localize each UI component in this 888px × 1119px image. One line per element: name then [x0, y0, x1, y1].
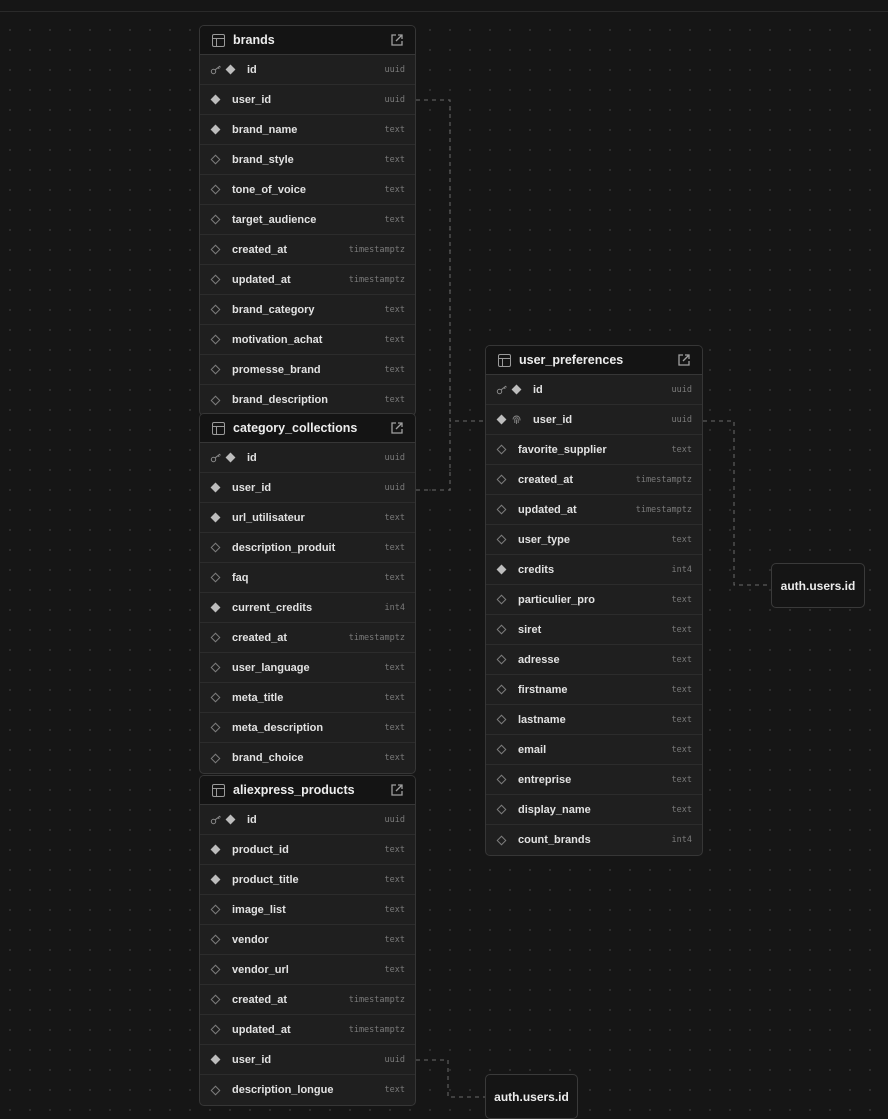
column-icons [496, 596, 518, 603]
nullable-diamond-icon [211, 573, 221, 583]
relation-category-collections-user-id [416, 421, 450, 490]
column-row-product-id[interactable] [200, 835, 415, 865]
nullable-diamond-icon [211, 995, 221, 1005]
column-name: motivation_achat [232, 333, 323, 346]
nullable-diamond-icon [211, 215, 221, 225]
column-type: text [671, 684, 692, 695]
column-row-credits[interactable] [486, 555, 702, 585]
column-icons [210, 484, 232, 491]
required-diamond-icon [211, 95, 221, 105]
table-header[interactable] [200, 414, 415, 443]
column-name: description_produit [232, 541, 336, 554]
table-brands[interactable] [199, 25, 416, 416]
column-icons [496, 746, 518, 753]
column-type: uuid [384, 452, 405, 463]
column-row-id[interactable] [200, 805, 415, 835]
column-type: text [671, 654, 692, 665]
column-name: favorite_supplier [518, 443, 607, 456]
column-row-motivation-achat[interactable] [200, 325, 415, 355]
column-name: promesse_brand [232, 363, 321, 376]
column-name: created_at [232, 993, 288, 1006]
column-name: id [247, 63, 257, 76]
external-link-icon[interactable] [676, 352, 692, 368]
column-list [200, 55, 415, 415]
column-row-url-utilisateur[interactable] [200, 503, 415, 533]
column-name: description_longue [232, 1084, 334, 1096]
required-diamond-icon [226, 815, 236, 825]
primary-key-icon [496, 385, 508, 395]
column-icons [210, 65, 247, 75]
table-icon [498, 354, 511, 367]
column-row-current-credits[interactable] [200, 593, 415, 623]
column-icons [210, 815, 247, 825]
nullable-diamond-icon [211, 275, 221, 285]
required-diamond-icon [497, 415, 507, 425]
column-name: display_name [518, 803, 591, 816]
ref-auth-users-id[interactable]: auth.users.id [771, 563, 865, 608]
column-row-adresse[interactable] [486, 645, 702, 675]
column-type: text [384, 542, 405, 553]
column-icons [210, 906, 232, 913]
nullable-diamond-icon [211, 905, 221, 915]
column-row-tone-of-voice[interactable] [200, 175, 415, 205]
column-row-user-language[interactable] [200, 653, 415, 683]
column-type: uuid [671, 414, 692, 425]
required-diamond-icon [226, 453, 236, 463]
nullable-diamond-icon [211, 365, 221, 375]
column-type: text [384, 395, 405, 405]
column-name: brand_category [232, 303, 315, 316]
column-type: text [384, 184, 405, 195]
column-row-email[interactable] [486, 735, 702, 765]
column-icons [210, 1056, 232, 1063]
column-name: user_id [533, 413, 573, 426]
column-icons [210, 996, 232, 1003]
column-icons [210, 126, 232, 133]
column-row-user-id[interactable] [200, 1045, 415, 1075]
nullable-diamond-icon [211, 155, 221, 165]
nullable-diamond-icon [497, 445, 507, 455]
column-name: product_title [232, 873, 299, 886]
column-row-user-id[interactable] [486, 405, 702, 435]
column-type: text [671, 774, 692, 785]
column-icons [210, 724, 232, 731]
column-icons [210, 966, 232, 973]
column-name: count_brands [518, 834, 591, 846]
column-icons [210, 366, 232, 373]
table-header[interactable] [200, 776, 415, 805]
column-name: entreprise [518, 773, 572, 786]
column-icons [210, 276, 232, 283]
column-icons [210, 156, 232, 163]
column-icons [210, 876, 232, 883]
required-diamond-icon [211, 875, 221, 885]
required-diamond-icon [211, 845, 221, 855]
top-bar [0, 0, 888, 12]
column-name: firstname [518, 683, 568, 696]
column-icons [210, 544, 232, 551]
nullable-diamond-icon [497, 775, 507, 785]
column-name: faq [232, 571, 249, 584]
column-row-created-at[interactable] [200, 235, 415, 265]
column-row-user-id[interactable] [200, 473, 415, 503]
table-icon [212, 784, 225, 797]
column-icons [496, 837, 518, 844]
column-row-created-at[interactable] [200, 985, 415, 1015]
column-row-brand-category[interactable] [200, 295, 415, 325]
relation-aliexpress-auth [416, 1060, 486, 1097]
column-type: text [671, 714, 692, 725]
column-icons [210, 96, 232, 103]
table-aliexpress-products[interactable] [199, 775, 416, 1106]
column-icons [496, 716, 518, 723]
column-name: user_language [232, 661, 310, 674]
column-name: created_at [518, 473, 574, 486]
column-name: adresse [518, 653, 560, 666]
column-type: uuid [671, 384, 692, 395]
relation-user-preferences-auth [703, 421, 772, 585]
column-type: uuid [384, 814, 405, 825]
column-icons [210, 186, 232, 193]
ref-auth-users-id-bottom[interactable]: auth.users.id [485, 1074, 578, 1119]
required-diamond-icon [226, 65, 236, 75]
nullable-diamond-icon [211, 185, 221, 195]
nullable-diamond-icon [497, 625, 507, 635]
column-type: text [671, 444, 692, 455]
column-type: uuid [384, 94, 405, 105]
column-icons [210, 1087, 232, 1094]
column-row-vendor-url[interactable] [200, 955, 415, 985]
column-type: text [384, 934, 405, 945]
column-name: created_at [232, 631, 288, 644]
table-header[interactable] [486, 346, 702, 375]
column-row-entreprise[interactable] [486, 765, 702, 795]
column-name: brand_description [232, 394, 328, 406]
column-type: timestamptz [348, 632, 405, 643]
nullable-diamond-icon [211, 633, 221, 643]
column-name: tone_of_voice [232, 183, 306, 196]
column-name: id [247, 813, 257, 826]
column-icons [210, 694, 232, 701]
column-icons [496, 626, 518, 633]
column-row-count-brands[interactable] [486, 825, 702, 855]
column-name: vendor [232, 933, 269, 946]
required-diamond-icon [211, 483, 221, 493]
column-icons [496, 414, 533, 425]
column-name: id [247, 451, 257, 464]
column-type: text [384, 1085, 405, 1095]
column-type: text [384, 512, 405, 523]
column-row-id[interactable] [200, 443, 415, 473]
column-row-particulier-pro[interactable] [486, 585, 702, 615]
column-name: siret [518, 623, 542, 636]
column-icons [496, 776, 518, 783]
column-type: int4 [384, 602, 405, 613]
column-type: text [671, 534, 692, 545]
column-icons [210, 936, 232, 943]
column-row-meta-title[interactable] [200, 683, 415, 713]
column-row-faq[interactable] [200, 563, 415, 593]
column-icons [210, 453, 247, 463]
column-row-description-produit[interactable] [200, 533, 415, 563]
column-type: timestamptz [635, 504, 692, 515]
required-diamond-icon [497, 565, 507, 575]
column-icons [210, 216, 232, 223]
primary-key-icon [210, 815, 222, 825]
column-row-promesse-brand[interactable] [200, 355, 415, 385]
column-type: text [384, 964, 405, 975]
column-type: uuid [384, 482, 405, 493]
column-icons [210, 604, 232, 611]
table-title: brands [233, 33, 275, 47]
nullable-diamond-icon [497, 535, 507, 545]
column-row-display-name[interactable] [486, 795, 702, 825]
column-icons [496, 566, 518, 573]
column-type: text [384, 722, 405, 733]
nullable-diamond-icon [211, 543, 221, 553]
column-row-firstname[interactable] [486, 675, 702, 705]
column-row-created-at[interactable] [200, 623, 415, 653]
required-diamond-icon [211, 513, 221, 523]
column-name: user_id [232, 93, 272, 106]
column-row-id[interactable] [200, 55, 415, 85]
column-row-vendor[interactable] [200, 925, 415, 955]
column-icons [210, 246, 232, 253]
column-type: text [384, 844, 405, 855]
column-type: text [671, 594, 692, 605]
nullable-diamond-icon [497, 685, 507, 695]
column-list [200, 805, 415, 1105]
column-icons [210, 755, 232, 762]
column-type: text [671, 624, 692, 635]
column-type: uuid [384, 1054, 405, 1065]
column-icons [210, 1026, 232, 1033]
column-name: updated_at [518, 503, 577, 516]
nullable-diamond-icon [211, 395, 221, 405]
column-name: user_id [232, 481, 272, 494]
nullable-diamond-icon [211, 305, 221, 315]
column-row-lastname[interactable] [486, 705, 702, 735]
column-name: updated_at [232, 273, 291, 286]
column-row-user-type[interactable] [486, 525, 702, 555]
nullable-diamond-icon [211, 693, 221, 703]
fingerprint-icon [511, 414, 522, 425]
column-icons [496, 806, 518, 813]
column-type: text [384, 662, 405, 673]
table-icon [212, 422, 225, 435]
primary-key-icon [210, 65, 222, 75]
column-row-target-audience[interactable] [200, 205, 415, 235]
column-icons [210, 514, 232, 521]
column-icons [210, 574, 232, 581]
column-icons [496, 656, 518, 663]
nullable-diamond-icon [497, 655, 507, 665]
column-name: email [518, 743, 547, 756]
column-type: text [384, 572, 405, 583]
nullable-diamond-icon [211, 1025, 221, 1035]
nullable-diamond-icon [497, 835, 507, 845]
column-name: particulier_pro [518, 593, 596, 606]
nullable-diamond-icon [211, 245, 221, 255]
column-list [200, 443, 415, 773]
external-link-icon[interactable] [389, 32, 405, 48]
column-name: current_credits [232, 601, 313, 614]
nullable-diamond-icon [497, 505, 507, 515]
external-link-icon[interactable] [389, 782, 405, 798]
column-name: user_id [232, 1053, 272, 1066]
nullable-diamond-icon [211, 335, 221, 345]
column-type: int4 [671, 835, 692, 845]
table-user-preferences[interactable] [485, 345, 703, 856]
column-name: image_list [232, 903, 286, 916]
column-type: text [384, 304, 405, 315]
column-name: target_audience [232, 213, 317, 226]
column-row-brand-style[interactable] [200, 145, 415, 175]
column-icons [496, 536, 518, 543]
column-row-image-list[interactable] [200, 895, 415, 925]
column-type: uuid [384, 64, 405, 75]
nullable-diamond-icon [211, 935, 221, 945]
column-type: timestamptz [348, 274, 405, 285]
nullable-diamond-icon [211, 663, 221, 673]
column-name: id [533, 383, 543, 396]
column-type: timestamptz [348, 1024, 405, 1035]
column-name: url_utilisateur [232, 511, 305, 524]
column-icons [210, 306, 232, 313]
column-name: meta_description [232, 721, 324, 734]
column-type: text [384, 874, 405, 885]
column-row-brand-choice[interactable] [200, 743, 415, 773]
nullable-diamond-icon [211, 1085, 221, 1095]
table-title: category_collections [233, 421, 358, 435]
table-title: user_preferences [519, 353, 624, 367]
column-type: text [384, 154, 405, 165]
column-row-brand-name[interactable] [200, 115, 415, 145]
nullable-diamond-icon [497, 805, 507, 815]
column-name: user_type [518, 533, 570, 546]
column-name: brand_style [232, 153, 294, 166]
column-row-meta-description[interactable] [200, 713, 415, 743]
column-icons [210, 634, 232, 641]
required-diamond-icon [211, 1055, 221, 1065]
nullable-diamond-icon [497, 595, 507, 605]
column-row-updated-at[interactable] [200, 265, 415, 295]
table-header[interactable] [200, 26, 415, 55]
column-row-created-at[interactable] [486, 465, 702, 495]
required-diamond-icon [512, 385, 522, 395]
column-type: text [671, 804, 692, 815]
column-name: lastname [518, 713, 566, 726]
column-row-updated-at[interactable] [200, 1015, 415, 1045]
required-diamond-icon [211, 603, 221, 613]
nullable-diamond-icon [497, 715, 507, 725]
column-icons [496, 506, 518, 513]
column-icons [496, 385, 533, 395]
column-type: text [384, 214, 405, 225]
column-type: timestamptz [635, 474, 692, 485]
column-name: brand_choice [232, 752, 304, 764]
column-type: text [384, 364, 405, 375]
table-icon [212, 34, 225, 47]
column-row-brand-description[interactable] [200, 385, 415, 415]
column-icons [210, 664, 232, 671]
column-name: brand_name [232, 123, 298, 136]
column-type: text [384, 904, 405, 915]
column-type: text [384, 334, 405, 345]
nullable-diamond-icon [211, 723, 221, 733]
column-icons [496, 476, 518, 483]
column-row-user-id[interactable] [200, 85, 415, 115]
column-name: meta_title [232, 691, 284, 704]
column-list [486, 375, 702, 855]
column-type: text [384, 753, 405, 763]
relation-brands-user-id [416, 100, 486, 421]
nullable-diamond-icon [211, 965, 221, 975]
column-type: text [384, 124, 405, 135]
column-row-product-title[interactable] [200, 865, 415, 895]
column-type: int4 [671, 564, 692, 575]
column-name: product_id [232, 843, 289, 856]
column-icons [210, 336, 232, 343]
column-row-description-longue[interactable] [200, 1075, 415, 1105]
column-name: vendor_url [232, 963, 289, 976]
column-type: timestamptz [348, 994, 405, 1005]
column-row-siret[interactable] [486, 615, 702, 645]
column-name: credits [518, 563, 555, 576]
column-type: text [671, 744, 692, 755]
required-diamond-icon [211, 125, 221, 135]
column-row-favorite-supplier[interactable] [486, 435, 702, 465]
column-row-id[interactable] [486, 375, 702, 405]
nullable-diamond-icon [497, 745, 507, 755]
nullable-diamond-icon [211, 753, 221, 763]
column-type: timestamptz [348, 244, 405, 255]
nullable-diamond-icon [497, 475, 507, 485]
column-name: created_at [232, 243, 288, 256]
column-icons [496, 446, 518, 453]
table-title: aliexpress_products [233, 783, 355, 797]
column-icons [210, 846, 232, 853]
column-icons [210, 397, 232, 404]
primary-key-icon [210, 453, 222, 463]
column-row-updated-at[interactable] [486, 495, 702, 525]
column-name: updated_at [232, 1023, 291, 1036]
column-type: text [384, 692, 405, 703]
external-link-icon[interactable] [389, 420, 405, 436]
column-icons [496, 686, 518, 693]
table-category-collections[interactable] [199, 413, 416, 774]
